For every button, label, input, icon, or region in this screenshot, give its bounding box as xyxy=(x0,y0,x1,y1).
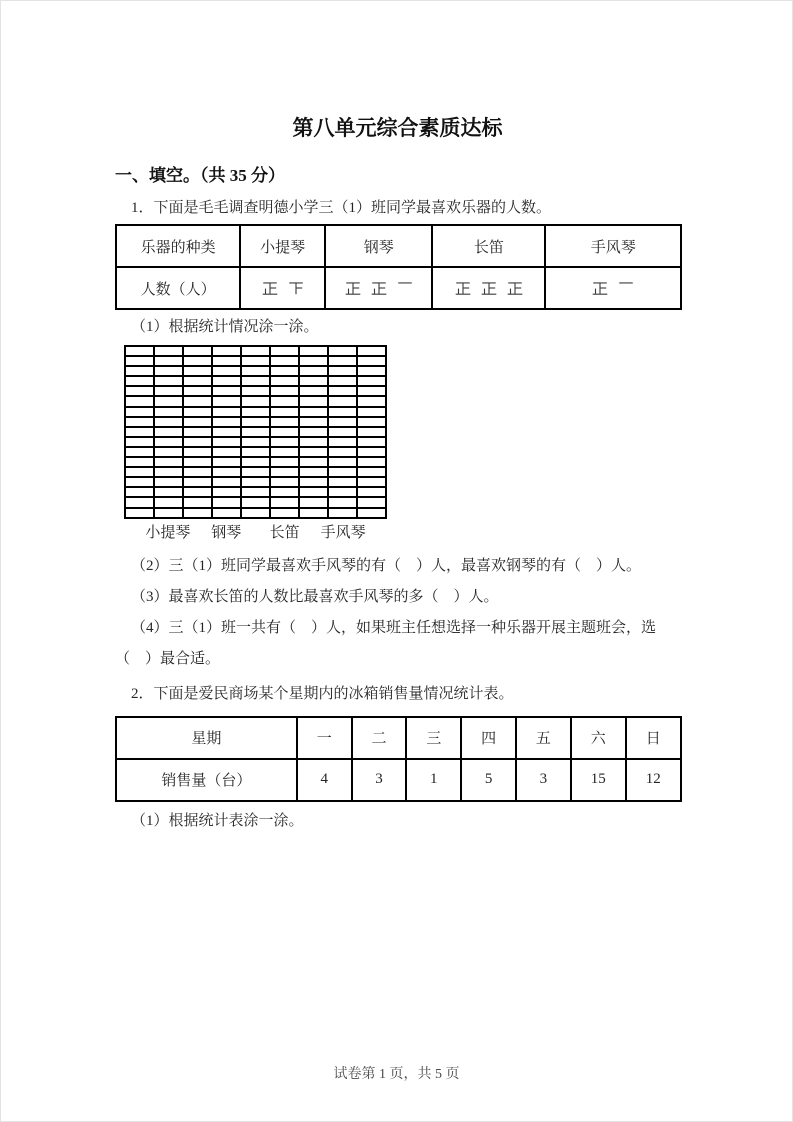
grid-cell xyxy=(358,408,385,416)
grid-cell xyxy=(271,468,298,476)
grid-cell xyxy=(300,448,327,456)
instrument-table-header-cell: 手风琴 xyxy=(545,225,681,267)
grid-cell xyxy=(155,509,182,517)
grid-cell xyxy=(271,428,298,436)
grid-cell xyxy=(300,509,327,517)
grid-cell xyxy=(155,498,182,506)
grid-cell xyxy=(358,418,385,426)
grid-cell xyxy=(213,408,240,416)
grid-cell xyxy=(329,387,356,395)
grid-cell xyxy=(184,458,211,466)
grid-cell xyxy=(329,367,356,375)
tally-cell-piano xyxy=(325,267,432,309)
sales-value-cell: 15 xyxy=(571,759,626,801)
tally-mark-3 xyxy=(287,279,305,297)
grid-cell xyxy=(213,428,240,436)
grid-cell xyxy=(271,387,298,395)
grid-cell xyxy=(271,509,298,517)
grid-cell xyxy=(242,498,269,506)
grid-cell xyxy=(271,478,298,486)
grid-cell xyxy=(242,408,269,416)
grid-cell xyxy=(242,418,269,426)
grid-cell xyxy=(126,418,153,426)
grid-cell xyxy=(242,387,269,395)
grid-cell xyxy=(271,357,298,365)
grid-cell xyxy=(126,468,153,476)
grid-cell xyxy=(271,377,298,385)
table-row xyxy=(116,267,681,309)
grid-cell xyxy=(242,397,269,405)
grid-cell xyxy=(329,418,356,426)
weekday-cell: 日 xyxy=(626,717,681,759)
grid-cell xyxy=(184,418,211,426)
question-1-sub-3: （3）最喜欢长笛的人数比最喜欢手风琴的多（ ）人。 xyxy=(131,588,499,605)
grid-cell xyxy=(358,387,385,395)
grid-cell xyxy=(213,458,240,466)
grid-cell xyxy=(213,367,240,375)
grid-cell xyxy=(358,498,385,506)
grid-cell xyxy=(242,448,269,456)
sales-value-cell: 1 xyxy=(406,759,461,801)
weekday-row-label: 星期 xyxy=(116,717,297,759)
grid-cell xyxy=(329,509,356,517)
grid-cell xyxy=(242,468,269,476)
grid-cell xyxy=(271,418,298,426)
grid-cell xyxy=(271,367,298,375)
grid-cell xyxy=(126,438,153,446)
grid-cell xyxy=(300,498,327,506)
page-footer: 试卷第 1 页，共 5 页 xyxy=(333,1067,460,1082)
grid-cell xyxy=(126,458,153,466)
grid-cell xyxy=(213,498,240,506)
grid-cell xyxy=(242,367,269,375)
grid-cell xyxy=(242,458,269,466)
grid-cell xyxy=(300,418,327,426)
grid-cell xyxy=(300,428,327,436)
question-1-sub-1: （1）根据统计情况涂一涂。 xyxy=(131,319,319,335)
grid-cell xyxy=(271,498,298,506)
grid-cell xyxy=(358,448,385,456)
grid-cell xyxy=(184,357,211,365)
question-1-text: 1．下面是毛毛调查明德小学三（1）班同学最喜欢乐器的人数。 xyxy=(131,200,552,216)
tally-mark-5 xyxy=(480,279,498,297)
grid-cell xyxy=(329,408,356,416)
grid-cell xyxy=(155,468,182,476)
sales-value-cell: 5 xyxy=(461,759,516,801)
grid-cell xyxy=(126,347,153,355)
grid-cell xyxy=(213,509,240,517)
weekday-cell: 一 xyxy=(297,717,352,759)
grid-cell xyxy=(213,448,240,456)
question-2-text: 2．下面是爱民商场某个星期内的冰箱销售量情况统计表。 xyxy=(131,685,514,702)
grid-cell xyxy=(155,408,182,416)
grid-axis-label: 小提琴 xyxy=(145,524,191,541)
grid-cell xyxy=(300,377,327,385)
grid-cell xyxy=(184,509,211,517)
question-1-sub-2: （2）三（1）班同学最喜欢手风琴的有（ ）人，最喜欢钢琴的有（ ）人。 xyxy=(131,557,642,574)
grid-cell xyxy=(184,448,211,456)
grid-cell xyxy=(271,448,298,456)
grid-cell xyxy=(184,408,211,416)
grid-cell xyxy=(155,377,182,385)
grid-cell xyxy=(126,448,153,456)
grid-cell xyxy=(329,498,356,506)
grid-cell xyxy=(271,347,298,355)
grid-cell xyxy=(329,428,356,436)
grid-cell xyxy=(300,488,327,496)
grid-cell xyxy=(242,357,269,365)
grid-cell xyxy=(184,347,211,355)
grid-cell xyxy=(184,488,211,496)
weekday-cell: 四 xyxy=(461,717,516,759)
grid-cell xyxy=(358,357,385,365)
grid-cell xyxy=(184,428,211,436)
grid-cell xyxy=(155,387,182,395)
fridge-sales-table xyxy=(115,716,682,802)
grid-cell xyxy=(300,357,327,365)
grid-cell xyxy=(213,377,240,385)
grid-cell xyxy=(213,488,240,496)
grid-category-labels xyxy=(124,519,387,543)
grid-cell xyxy=(358,428,385,436)
grid-cell xyxy=(329,347,356,355)
grid-cell xyxy=(155,428,182,436)
weekday-cell: 六 xyxy=(571,717,626,759)
grid-cell xyxy=(126,357,153,365)
grid-cell xyxy=(126,377,153,385)
grid-cell xyxy=(155,397,182,405)
grid-cell xyxy=(300,478,327,486)
coloring-grid-chart xyxy=(124,345,387,543)
grid-cell xyxy=(358,367,385,375)
grid-cell xyxy=(155,347,182,355)
grid-cell xyxy=(329,438,356,446)
tally-cell-flute xyxy=(432,267,545,309)
grid-cell xyxy=(184,438,211,446)
grid-cell xyxy=(271,438,298,446)
grid-cell xyxy=(300,387,327,395)
table-row xyxy=(116,225,681,267)
grid-cell xyxy=(155,458,182,466)
grid-cell xyxy=(155,357,182,365)
grid-cell xyxy=(358,509,385,517)
tally-mark-1 xyxy=(396,279,414,297)
sales-value-cell: 4 xyxy=(297,759,352,801)
people-count-row-label: 人数（人） xyxy=(116,267,240,309)
grid-cell xyxy=(213,397,240,405)
grid-cell xyxy=(271,408,298,416)
coloring-grid xyxy=(124,345,387,519)
grid-cell xyxy=(126,428,153,436)
grid-cell xyxy=(329,448,356,456)
grid-cell xyxy=(184,367,211,375)
grid-cell xyxy=(213,357,240,365)
grid-axis-label: 手风琴 xyxy=(320,524,366,541)
page-title: 第八单元综合素质达标 xyxy=(292,116,503,140)
grid-cell xyxy=(300,408,327,416)
instrument-table-header-cell: 钢琴 xyxy=(325,225,432,267)
grid-cell xyxy=(358,377,385,385)
grid-cell xyxy=(300,397,327,405)
grid-cell xyxy=(155,367,182,375)
sales-value-cell: 3 xyxy=(352,759,407,801)
question-2-sub-1: （1）根据统计表涂一涂。 xyxy=(131,812,304,829)
grid-cell xyxy=(329,377,356,385)
grid-cell xyxy=(155,418,182,426)
grid-cell xyxy=(242,438,269,446)
grid-cell xyxy=(126,397,153,405)
grid-cell xyxy=(126,478,153,486)
grid-cell xyxy=(213,468,240,476)
grid-cell xyxy=(300,367,327,375)
grid-cell xyxy=(213,387,240,395)
grid-cell xyxy=(329,458,356,466)
grid-cell xyxy=(271,458,298,466)
grid-cell xyxy=(126,367,153,375)
grid-cell xyxy=(300,347,327,355)
grid-cell xyxy=(329,357,356,365)
table-row xyxy=(116,717,681,759)
grid-cell xyxy=(300,468,327,476)
grid-cell xyxy=(271,397,298,405)
grid-cell xyxy=(242,509,269,517)
grid-cell xyxy=(213,438,240,446)
grid-cell xyxy=(271,488,298,496)
tally-mark-5 xyxy=(261,279,279,297)
grid-cell xyxy=(184,478,211,486)
grid-cell xyxy=(213,418,240,426)
grid-cell xyxy=(184,377,211,385)
grid-cell xyxy=(126,488,153,496)
sales-value-cell: 12 xyxy=(626,759,681,801)
grid-cell xyxy=(184,387,211,395)
weekday-cell: 二 xyxy=(352,717,407,759)
tally-cell-accordion xyxy=(545,267,681,309)
tally-mark-5 xyxy=(506,279,524,297)
sales-value-cell: 3 xyxy=(516,759,571,801)
grid-cell xyxy=(329,478,356,486)
grid-cell xyxy=(358,488,385,496)
section-1-heading: 一、填空。（共 35 分） xyxy=(115,166,285,185)
page-content xyxy=(1,113,792,837)
tally-mark-5 xyxy=(454,279,472,297)
weekday-cell: 五 xyxy=(516,717,571,759)
grid-cell xyxy=(329,488,356,496)
tally-mark-5 xyxy=(344,279,362,297)
grid-axis-label: 长笛 xyxy=(269,524,300,541)
grid-cell xyxy=(242,478,269,486)
instrument-table-header-cell: 乐器的种类 xyxy=(116,225,240,267)
grid-cell xyxy=(242,428,269,436)
grid-cell xyxy=(358,458,385,466)
grid-cell xyxy=(358,468,385,476)
grid-cell xyxy=(126,509,153,517)
instrument-table-header-cell: 长笛 xyxy=(432,225,545,267)
grid-cell xyxy=(242,377,269,385)
grid-cell xyxy=(184,397,211,405)
grid-cell xyxy=(242,347,269,355)
grid-cell xyxy=(184,468,211,476)
grid-cell xyxy=(126,408,153,416)
grid-cell xyxy=(242,488,269,496)
sales-row-label: 销售量（台） xyxy=(116,759,297,801)
grid-cell xyxy=(300,438,327,446)
grid-cell xyxy=(155,438,182,446)
grid-cell xyxy=(213,347,240,355)
instrument-table-header-cell: 小提琴 xyxy=(240,225,325,267)
grid-cell xyxy=(329,468,356,476)
tally-mark-5 xyxy=(370,279,388,297)
grid-cell xyxy=(329,397,356,405)
grid-cell xyxy=(213,478,240,486)
grid-cell xyxy=(358,347,385,355)
grid-cell xyxy=(300,458,327,466)
table-row xyxy=(116,759,681,801)
question-1-sub-4: （4）三（1）班一共有（ ）人，如果班主任想选择一种乐器开展主题班会，选（ ）最合适。 xyxy=(115,619,657,667)
grid-cell xyxy=(126,498,153,506)
grid-cell xyxy=(126,387,153,395)
grid-cell xyxy=(155,448,182,456)
grid-cell xyxy=(358,478,385,486)
tally-mark-1 xyxy=(617,279,635,297)
grid-cell xyxy=(155,488,182,496)
grid-cell xyxy=(358,438,385,446)
grid-cell xyxy=(184,498,211,506)
tally-cell-violin xyxy=(240,267,325,309)
grid-cell xyxy=(155,478,182,486)
grid-axis-label: 钢琴 xyxy=(211,524,242,541)
grid-cell xyxy=(358,397,385,405)
tally-mark-5 xyxy=(591,279,609,297)
instrument-survey-table xyxy=(115,224,682,310)
weekday-cell: 三 xyxy=(406,717,461,759)
